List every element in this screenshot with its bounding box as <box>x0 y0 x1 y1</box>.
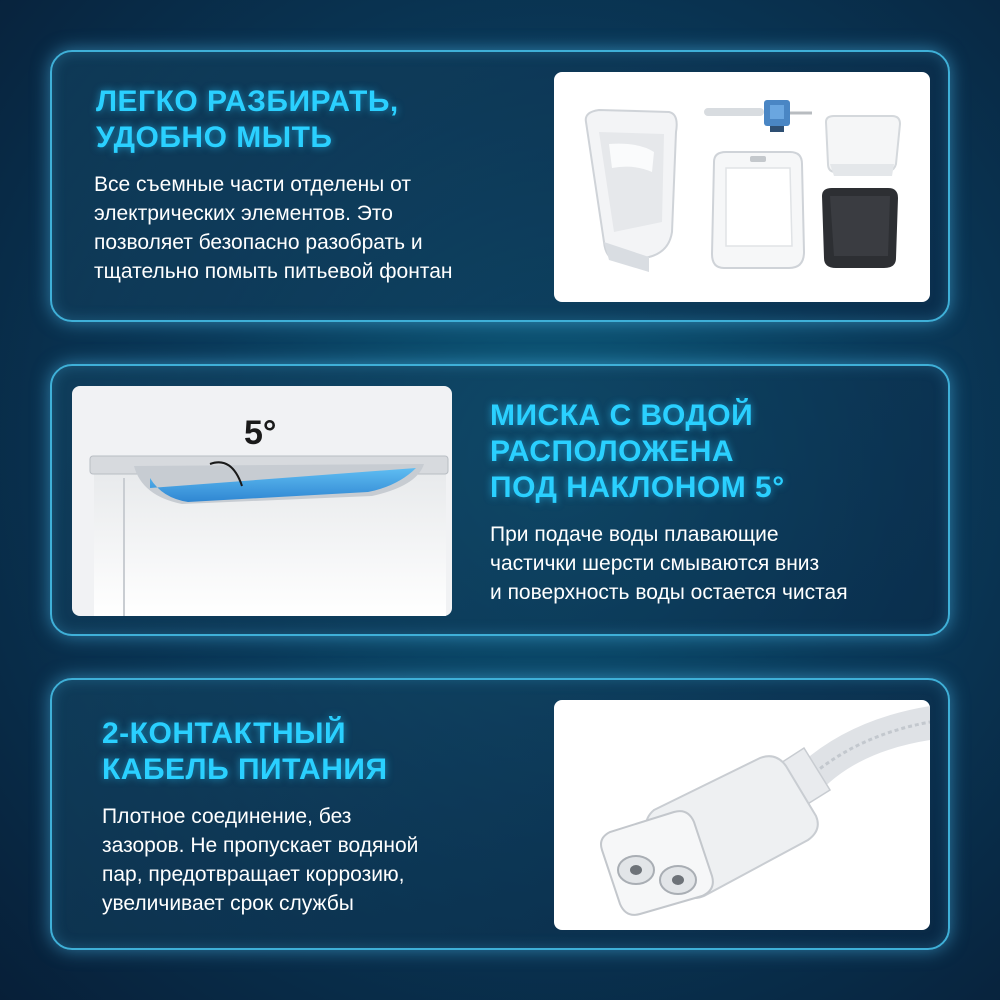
text-line: тщательно помыть питьевой фонтан <box>94 260 453 283</box>
tray-part <box>712 152 804 268</box>
text-line: и поверхность воды остается чистая <box>490 581 848 604</box>
tilted-bowl-image <box>72 386 452 616</box>
feature-title <box>96 84 399 156</box>
filter-part <box>822 188 898 268</box>
title-line: ПОД НАКЛОНОМ 5° <box>490 471 785 504</box>
feature-description <box>102 802 418 918</box>
feature-card-tilted-bowl <box>50 364 950 636</box>
text-line: Плотное соединение, без <box>102 805 352 828</box>
title-line: КАБЕЛЬ ПИТАНИЯ <box>102 753 388 786</box>
text-line: Все съемные части отделены от <box>94 173 411 196</box>
feature-description <box>490 520 848 607</box>
lid-part <box>826 116 900 176</box>
text-line: увеличивает срок службы <box>102 892 354 915</box>
text-line: частички шерсти смываются вниз <box>490 552 820 575</box>
feature-title <box>490 398 785 506</box>
disassembled-parts-image <box>554 72 930 302</box>
title-line: МИСКА С ВОДОЙ <box>490 399 754 432</box>
feature-card-power-cable <box>50 678 950 950</box>
housing-part <box>586 110 677 272</box>
text-line: электрических элементов. Это <box>94 202 393 225</box>
title-line: 2-КОНТАКТНЫЙ <box>102 717 347 750</box>
title-line: ЛЕГКО РАЗБИРАТЬ, <box>96 85 399 118</box>
angle-label: 5° <box>244 414 277 452</box>
title-line: РАСПОЛОЖЕНА <box>490 435 735 468</box>
title-line: УДОБНО МЫТЬ <box>96 121 333 154</box>
feature-card-disassembly <box>50 50 950 322</box>
feature-description <box>94 170 452 286</box>
pump-part <box>704 100 812 132</box>
text-line: зазоров. Не пропускает водяной <box>102 834 419 857</box>
text-line: позволяет безопасно разобрать и <box>94 231 423 254</box>
text-line: пар, предотвращает коррозию, <box>102 863 405 886</box>
power-plug-image <box>554 700 930 930</box>
text-line: При подаче воды плавающие <box>490 523 779 546</box>
feature-title <box>102 716 388 788</box>
